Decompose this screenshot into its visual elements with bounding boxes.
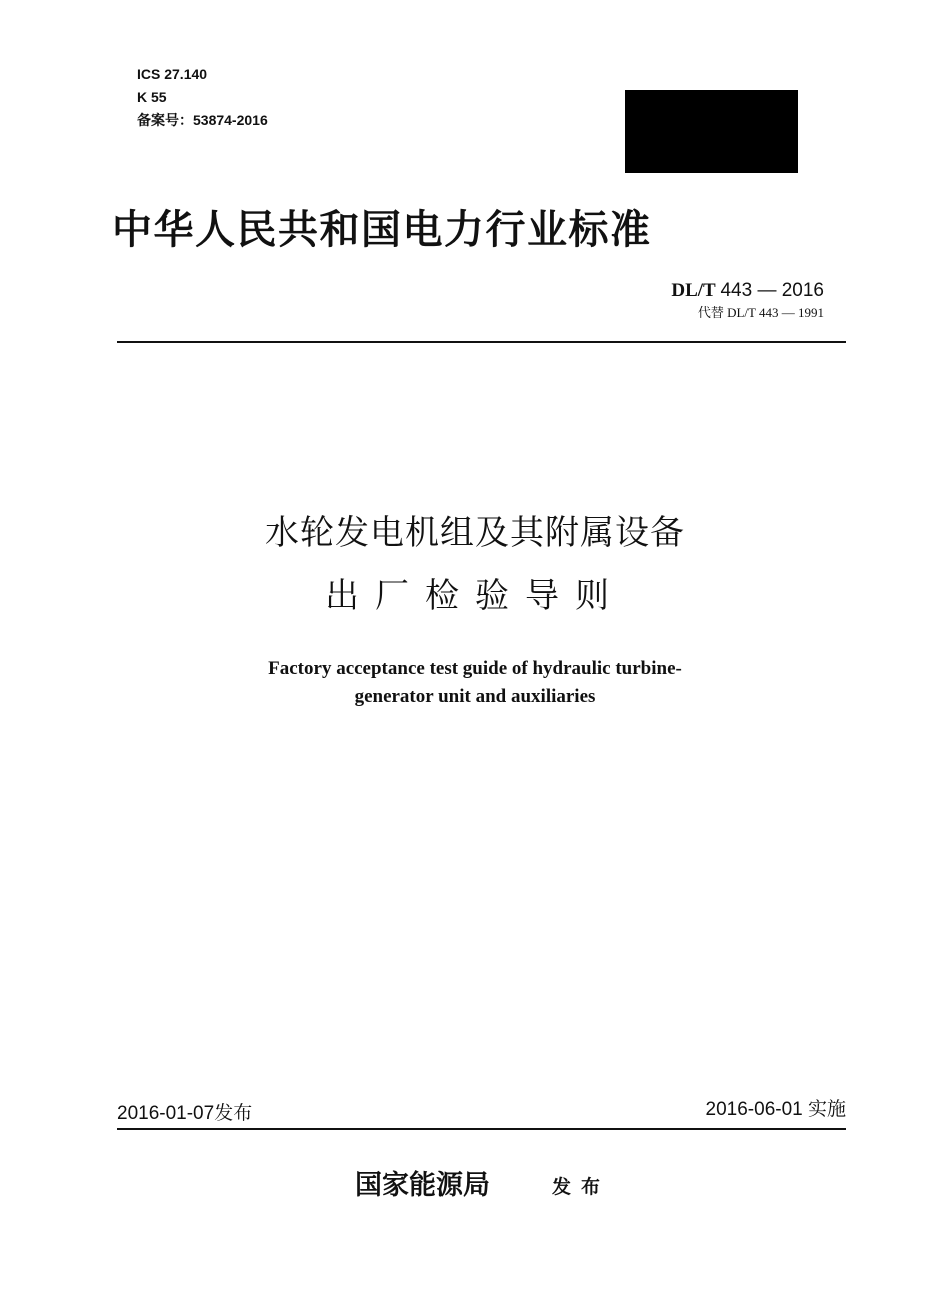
standard-number-value: 443 — 2016: [720, 280, 824, 301]
standard-code: DL/T: [671, 280, 716, 301]
ccs-code: K 55: [137, 89, 167, 105]
redaction-block: [625, 90, 798, 173]
cn-title-line2: 出厂检验导则: [325, 576, 625, 616]
top-divider: [117, 341, 846, 343]
publish-label: 发布: [552, 1176, 611, 1198]
standard-number: [671, 280, 824, 302]
standard-class-title: 中华人民共和国电力行业标准: [112, 207, 652, 253]
en-title-line1: Factory acceptance test guide of hydraulic turbine-: [268, 658, 682, 679]
bottom-divider: [117, 1128, 846, 1130]
publisher-name: 国家能源局: [355, 1170, 490, 1201]
filing-number: 备案号：53874-2016: [137, 112, 268, 128]
ics-code: ICS 27.140: [137, 66, 208, 82]
cn-title-line1: 水轮发电机组及其附属设备: [265, 513, 685, 553]
implement-date: 2016-06-01 实施: [705, 1099, 846, 1120]
issue-date: 2016-01-07发布: [117, 1103, 253, 1124]
en-title-line2: generator unit and auxiliaries: [354, 686, 596, 707]
replaces-standard: 代替 DL/T 443 — 1991: [697, 305, 824, 320]
